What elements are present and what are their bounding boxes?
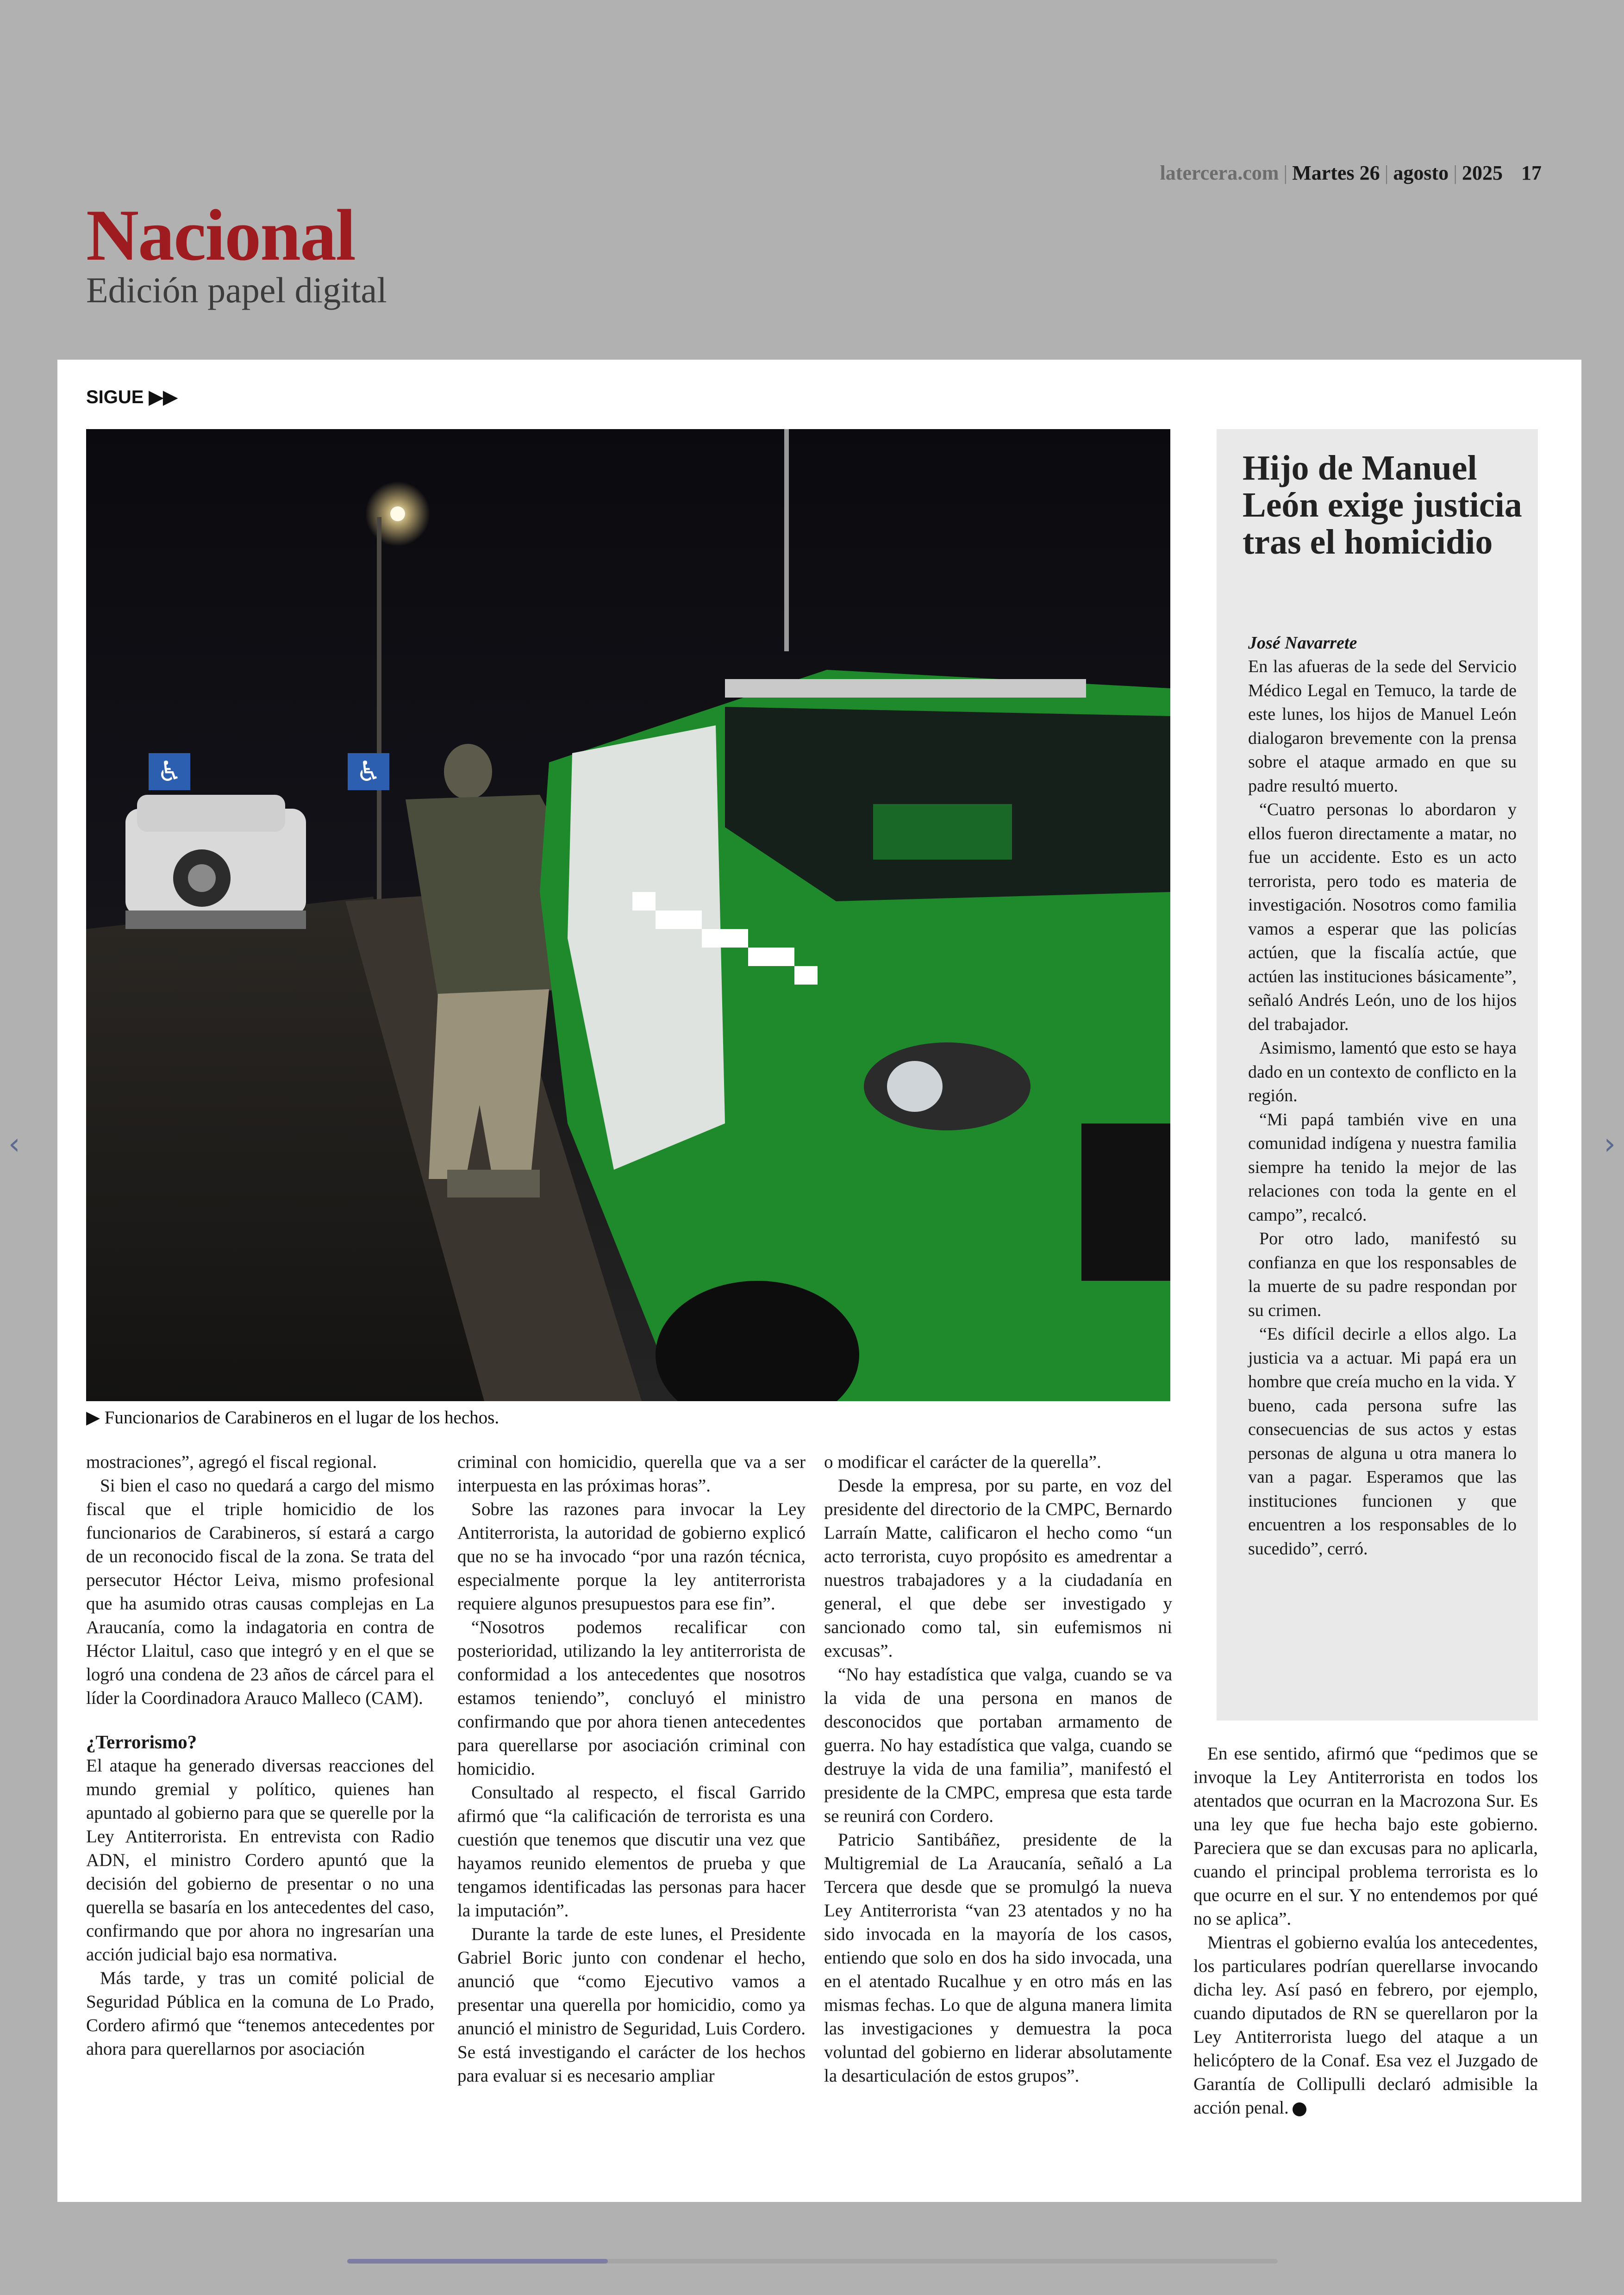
news-photo <box>86 429 1170 1401</box>
article-column-4 <box>1193 1742 1538 2120</box>
paragraph: “No hay estadística que valga, cuando se va la vida de una persona en manos de desconocidos que portaban armamento de guerra. No hay estadística que valga, cuando se destruye la vida de una familia”, manifestó el presidente de la CMPC, empresa que esta tarde se reunirá con Cordero. <box>824 1665 1172 1826</box>
svg-text:♿: ♿ <box>157 755 182 788</box>
paragraph: “Mi papá también vive en una comunidad indígena y nuestra familia siempre ha tenido la mejor de las relaciones con toda la gente en el campo”, recalcó. <box>1248 1110 1517 1225</box>
paragraph: En ese sentido, afirmó que “pedimos que se invoque la Ley Antiterrorista en todos los atentados que ocurran en la Macrozona Sur. Es una ley que fue hecha bajo este gobierno. Pareciera que se dan excusas para no aplicarla, cuando el principal problema terrorista es lo que ocurre en el sur. Y no entendemos por qué no se aplica”. <box>1193 1744 1538 1929</box>
paragraph: Durante la tarde de este lunes, el Presidente Gabriel Boric junto con condenar el hecho, anunció que “como Ejecutivo vamos a presentar una querella por homicidio, como ya anunció el ministro de Seguridad, Luis Cordero. Se está investigando el carácter de los hechos para evaluar si es necesario ampliar <box>457 1924 806 2086</box>
paragraph: Más tarde, y tras un comité policial de Seguridad Pública en la comuna de Lo Prado, Cordero afirmó que “tenemos antecedentes por ahora para querellarnos por asociación <box>86 1968 434 2059</box>
article-column-3 <box>824 1450 1172 2088</box>
issue-month: agosto <box>1393 162 1449 184</box>
sidebar-title: Hijo de Manuel León exige justicia tras el homicidio <box>1243 449 1522 561</box>
paragraph-text: Mientras el gobierno evalúa los antecedentes, los particulares podrían querellarse invocando dicha ley. Así pasó en febrero, por ejemplo, cuando diputados de RN se querellaron por la Ley Antiterrorista luego del ataque a un helicóptero de la Conaf. Esa vez el Juzgado de Garantía de Collipulli declaró admisible la acción penal. <box>1193 1933 1538 2118</box>
paragraph: Patricio Santibáñez, presidente de la Multigremial de La Araucanía, señaló a La Tercera que desde que se promulgó la nueva Ley Antiterrorista “van 23 atentados y no ha sido invocada en la mayoría de los casos, entiendo que solo en dos ha sido invocada, una en el atentado Rucalhue y en otro más en las mismas fechas. Lo que de alguna manera limita las investigaciones y demuestra la poca voluntad del gobierno en liderar absolutamente la desarticulación de estos grupos”. <box>824 1830 1172 2086</box>
issue-day: Martes 26 <box>1292 162 1380 184</box>
paragraph: “Es difícil decirle a ellos algo. La justicia va a actuar. Mi papá era un hombre que creía mucho en la vida. Y bueno, cada persona sufre las consecuencias de sus actos y estas personas de alguna u otra manera lo van a pagar. Esperamos que las instituciones funcionen y que encuentren a los responsables de lo sucedido”, cerró. <box>1248 1324 1517 1559</box>
subheading: ¿Terrorismo? <box>86 1731 197 1752</box>
article-column-2 <box>457 1450 806 2088</box>
photo-illustration <box>86 429 1170 1401</box>
paragraph: “Cuatro personas lo abordaron y ellos fueron directamente a matar, no fue un accidente. Esto es un acto terrorista, pero todo es materia de investigación. Nosotros como familia vamos a esperar que las policías actúen, que la fiscalía actúe, que actúen las instituciones básicamente”, señaló Andrés León, uno de los hijos del trabajador. <box>1248 800 1517 1034</box>
paragraph: El ataque ha generado diversas reacciones del mundo gremial y político, quienes han apuntado al gobierno para que se querelle por la Ley Antiterrorista. En entrevista con Radio ADN, el ministro Cordero apuntó que la decisión del gobierno de presentar o no una querella se basaría en los antecedentes del caso, confirmando que por ahora no ingresarían una acción judicial bajo esa normativa. <box>86 1756 434 1964</box>
svg-text:♿: ♿ <box>356 755 381 788</box>
scroll-thumb[interactable] <box>347 2259 608 2264</box>
site-name: latercera.com <box>1160 162 1279 184</box>
paragraph: “Nosotros podemos recalificar con posterioridad, utilizando la ley antiterrorista de conformidad a los antecedentes que nosotros estamos teniendo”, concluyó el ministro confirmando que por ahora tienen antecedentes para querellarse por asociación criminal con homicidio. <box>457 1617 806 1779</box>
sidebar-box <box>1217 429 1538 1721</box>
paragraph: o modificar el carácter de la querella”. <box>824 1452 1101 1472</box>
scroll-track[interactable] <box>347 2259 1278 2264</box>
paragraph: mostraciones”, agregó el fiscal regional. <box>86 1452 377 1472</box>
chevron-right-icon[interactable]: › <box>1604 1127 1616 1161</box>
paragraph: Asimismo, lamentó que esto se haya dado en un contexto de conflicto en la región. <box>1248 1038 1517 1105</box>
sidebar-author: José Navarrete <box>1248 633 1357 653</box>
paragraph: criminal con homicidio, querella que va a ser interpuesta en las próximas horas”. <box>457 1452 806 1496</box>
newspaper-page <box>57 360 1581 2202</box>
paragraph: Si bien el caso no quedará a cargo del mismo fiscal que el triple homicidio de los funcionarios de Carabineros, sí estará a cargo de un reconocido fiscal de la zona. Se trata del persecutor Héctor Leiva, mismo profesional que ha asumido otras causas complejas en La Araucanía, como la indagatoria en contra de Héctor Llaitul, caso que integró y en el que se logró una condena de 23 años de cárcel para el líder la Coordinadora Arauco Malleco (CAM). <box>86 1476 434 1708</box>
paragraph: Sobre las razones para invocar la Ley Antiterrorista, la autoridad de gobierno explicó que no se ha invocado “por una razón técnica, especialmente porque la ley antiterrorista requiere algunos presupuestos para ese fin”. <box>457 1499 806 1614</box>
issue-date-line: latercera.com | Martes 26 | agosto | 2025 17 <box>1160 162 1542 184</box>
edition-subtitle: Edición papel digital <box>86 270 387 310</box>
paragraph: Consultado al respecto, el fiscal Garrido afirmó que “la calificación de terrorista es una cuestión que tenemos que discutir una vez que hayamos reunido elementos de prueba y que tengamos identificadas las personas para hacer la imputación”. <box>457 1783 806 1921</box>
paragraph: Por otro lado, manifestó su confianza en que los responsables de la muerte de su padre respondan por su crimen. <box>1248 1229 1517 1320</box>
paragraph: En las afueras de la sede del Servicio Médico Legal en Temuco, la tarde de este lunes, los hijos de Manuel León dialogaron brevemente con la prensa sobre el ataque armado en que su padre resultó muerto. <box>1248 657 1517 796</box>
issue-year: 2025 <box>1462 162 1503 184</box>
paragraph <box>1193 1931 1538 2120</box>
section-title: Nacional <box>86 195 355 276</box>
end-of-article-dot-icon <box>1293 2102 1306 2116</box>
paragraph: Desde la empresa, por su parte, en voz del presidente del directorio de la CMPC, Bernardo Larraín Matte, calificaron el hecho como “un acto terrorista, cuyo propósito es amedrentar a nuestros trabajadores y a la ciudadanía en general, el que debe ser investigado y sancionado como tal, sin eufemismos ni excusas”. <box>824 1476 1172 1661</box>
page-number: 17 <box>1521 162 1542 184</box>
chevron-left-icon[interactable]: ‹ <box>8 1127 20 1161</box>
kicker-sigue: SIGUE ▶▶ <box>86 387 178 407</box>
article-column-1 <box>86 1450 434 2061</box>
sidebar-body <box>1248 655 1517 1561</box>
photo-caption: ▶ Funcionarios de Carabineros en el lugar de los hechos. <box>86 1408 500 1428</box>
